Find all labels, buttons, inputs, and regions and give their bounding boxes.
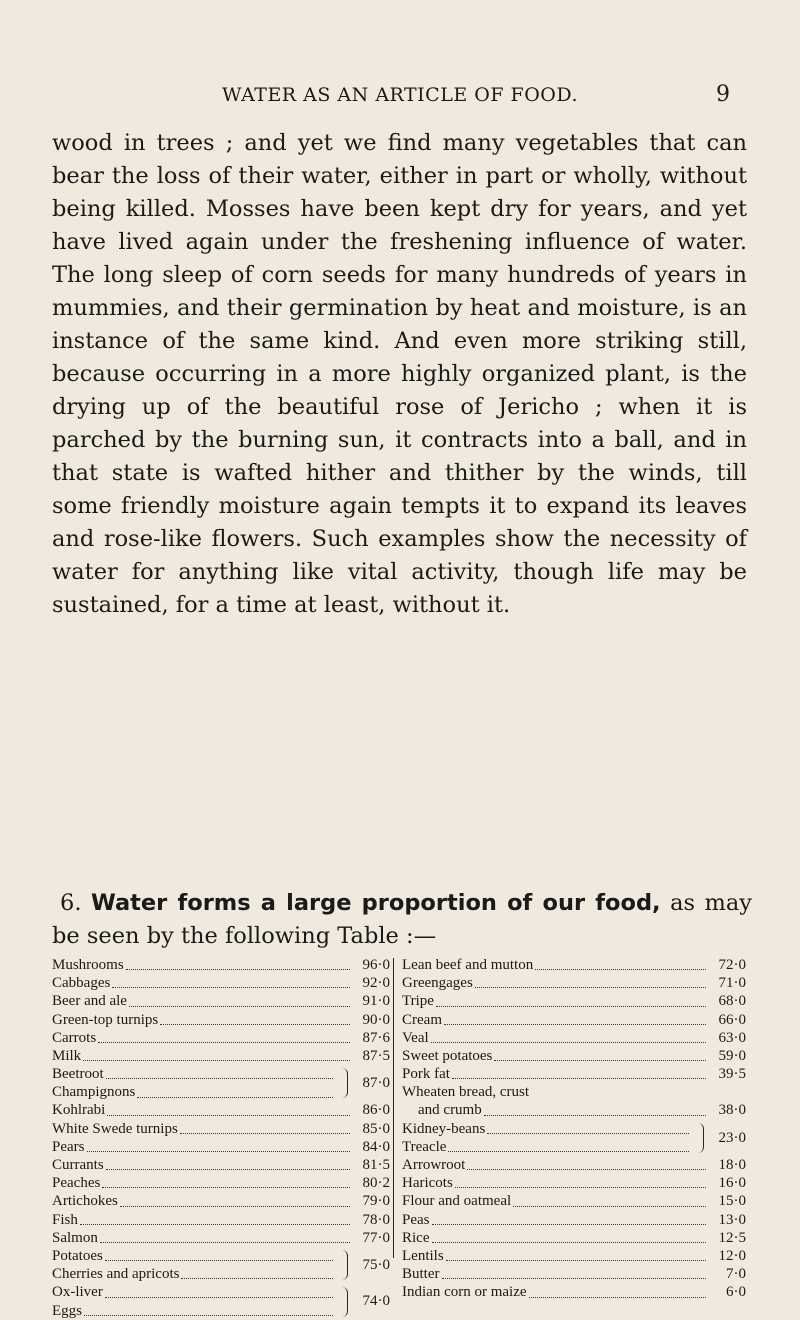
dot-leader xyxy=(112,987,350,988)
dot-leader xyxy=(160,1024,350,1025)
water-percentage: 79·0 xyxy=(362,1193,390,1210)
food-name: Sweet potatoes xyxy=(402,1047,493,1064)
food-name: Pears xyxy=(52,1138,85,1155)
table-row xyxy=(402,1156,746,1174)
food-name: Potatoes xyxy=(52,1247,103,1264)
food-name: Ox-liver xyxy=(52,1284,103,1301)
running-title: WATER AS AN ARTICLE OF FOOD. xyxy=(222,84,578,106)
table-row xyxy=(402,1247,746,1265)
section-lead: Water forms a large proportion of our food, xyxy=(90,890,661,916)
water-percentage: 74·0 xyxy=(362,1293,390,1310)
dot-leader xyxy=(102,1187,350,1188)
table-row xyxy=(52,1120,390,1138)
water-percentage: 18·0 xyxy=(718,1157,746,1174)
food-name: Currants xyxy=(52,1157,104,1174)
water-percentage: 96·0 xyxy=(362,956,390,973)
food-name: Haricots xyxy=(402,1175,453,1192)
food-name: Pork fat xyxy=(402,1066,450,1083)
food-name: Arrowroot xyxy=(402,1157,466,1174)
food-name: Indian corn or maize xyxy=(402,1284,527,1301)
water-content-table xyxy=(52,956,752,1319)
food-name: Greengages xyxy=(402,975,473,992)
table-row xyxy=(402,1102,746,1120)
page-number: 9 xyxy=(716,82,730,107)
table-row xyxy=(402,992,746,1010)
water-percentage: 39·5 xyxy=(718,1066,746,1083)
food-name: Milk xyxy=(52,1047,82,1064)
table-row xyxy=(402,956,746,974)
table-row xyxy=(402,1065,746,1083)
water-percentage: 13·0 xyxy=(718,1211,746,1228)
table-column-right xyxy=(402,956,746,1302)
food-name: and crumb xyxy=(418,1102,482,1119)
running-head xyxy=(0,84,800,106)
dot-leader xyxy=(529,1297,706,1298)
table-row xyxy=(52,1047,390,1065)
table-row xyxy=(402,1029,746,1047)
dot-leader xyxy=(83,1060,350,1061)
dot-leader xyxy=(431,1042,706,1043)
food-name: Green-top turnips xyxy=(52,1011,159,1028)
dot-leader xyxy=(107,1115,350,1116)
dot-leader xyxy=(120,1206,350,1207)
dot-leader xyxy=(487,1133,689,1134)
dot-leader xyxy=(129,1006,350,1007)
bracketed-names xyxy=(52,1065,337,1101)
table-row xyxy=(402,1138,693,1156)
table-row xyxy=(52,1265,337,1283)
dot-leader xyxy=(106,1078,333,1079)
table-row xyxy=(402,1047,746,1065)
table-row xyxy=(52,1156,390,1174)
water-percentage: 84·0 xyxy=(362,1138,390,1155)
food-name: Beetroot xyxy=(52,1066,104,1083)
dot-leader xyxy=(181,1278,333,1279)
food-name: Kidney-beans xyxy=(402,1120,486,1137)
dot-leader xyxy=(137,1097,333,1098)
dot-leader xyxy=(467,1169,706,1170)
food-name-line: Wheaten bread, crust xyxy=(402,1084,530,1101)
table-row xyxy=(52,1229,390,1247)
dot-leader xyxy=(106,1169,350,1170)
water-percentage: 63·0 xyxy=(718,1029,746,1046)
table-row xyxy=(402,1192,746,1210)
food-name: Eggs xyxy=(52,1302,82,1319)
body-paragraph xyxy=(52,127,747,622)
table-row xyxy=(52,1011,390,1029)
table-row xyxy=(52,1302,337,1320)
food-name: White Swede turnips xyxy=(52,1120,178,1137)
table-row xyxy=(402,974,746,992)
dot-leader xyxy=(448,1151,689,1152)
food-name: Rice xyxy=(402,1229,430,1246)
table-row xyxy=(402,1011,746,1029)
food-name: Cabbages xyxy=(52,975,111,992)
water-percentage: 66·0 xyxy=(718,1011,746,1028)
table-row xyxy=(52,956,390,974)
bracketed-names xyxy=(52,1247,337,1283)
table-row xyxy=(52,1211,390,1229)
water-percentage: 68·0 xyxy=(718,993,746,1010)
food-name: Salmon xyxy=(52,1229,98,1246)
water-percentage: 87·5 xyxy=(362,1047,390,1064)
water-percentage: 87·0 xyxy=(362,1075,390,1092)
food-name: Flour and oatmeal xyxy=(402,1193,512,1210)
bracketed-row-group xyxy=(52,1283,390,1319)
section-rest: as may be seen by the following Table :— xyxy=(52,890,753,949)
bracketed-row-group xyxy=(402,1120,746,1156)
dot-leader xyxy=(105,1260,333,1261)
water-percentage: 16·0 xyxy=(718,1175,746,1192)
table-row xyxy=(402,1265,746,1283)
dot-leader xyxy=(87,1151,351,1152)
table-row xyxy=(402,1283,746,1301)
dot-leader xyxy=(80,1224,350,1225)
table-row xyxy=(52,1065,337,1083)
food-name: Carrots xyxy=(52,1029,97,1046)
water-percentage: 23·0 xyxy=(718,1129,746,1146)
table-row xyxy=(52,1102,390,1120)
water-percentage: 86·0 xyxy=(362,1102,390,1119)
water-percentage: 7·0 xyxy=(726,1266,746,1283)
dot-leader xyxy=(84,1315,333,1316)
table-row xyxy=(52,1138,390,1156)
table-column-left xyxy=(52,956,390,1320)
bracket-brace xyxy=(337,1250,348,1280)
water-percentage: 87·6 xyxy=(362,1029,390,1046)
dot-leader xyxy=(535,969,706,970)
dot-leader xyxy=(452,1078,706,1079)
water-percentage: 6·0 xyxy=(726,1284,746,1301)
food-name: Mushrooms xyxy=(52,956,124,973)
dot-leader xyxy=(484,1115,706,1116)
food-name: Peaches xyxy=(52,1175,101,1192)
multiline-row xyxy=(402,1083,746,1119)
bracket-brace xyxy=(693,1123,704,1153)
dot-leader xyxy=(475,987,706,988)
food-name: Cream xyxy=(402,1011,442,1028)
water-percentage: 91·0 xyxy=(362,993,390,1010)
water-percentage: 59·0 xyxy=(718,1047,746,1064)
table-row xyxy=(52,1174,390,1192)
water-percentage: 71·0 xyxy=(718,975,746,992)
food-name: Kohlrabi xyxy=(52,1102,106,1119)
table-row xyxy=(402,1174,746,1192)
water-percentage: 81·5 xyxy=(362,1157,390,1174)
water-percentage: 75·0 xyxy=(362,1257,390,1274)
dot-leader xyxy=(105,1297,333,1298)
bracketed-names xyxy=(402,1120,693,1156)
bracket-brace xyxy=(337,1287,348,1317)
water-percentage: 72·0 xyxy=(718,956,746,973)
column-divider xyxy=(393,958,394,1258)
water-percentage: 15·0 xyxy=(718,1193,746,1210)
food-name: Lean beef and mutton xyxy=(402,956,534,973)
water-percentage: 38·0 xyxy=(718,1102,746,1119)
dot-leader xyxy=(432,1242,707,1243)
bracketed-row-group xyxy=(52,1065,390,1101)
paragraph-text: wood in trees ; and yet we find many vegetables that can bear the loss of their water, either in part or wholly, without being killed. Mosses have been kept dry for years, and yet have lived again under the freshening influence of water. The long sleep of corn seeds for many hundreds of years in mummies, and their germination by heat and moisture, is an instance of the same kind. And even more striking still, because occurring in a more highly organized plant, is the drying up of the beautiful rose of Jericho ; when it is parched by the burning sun, it contracts into a ball, and in that state is wafted hither and thither by the winds, till some friendly moisture again tempts it to expand its leaves and rose-like flowers. Such examples show the necessity of water for anything like vital activity, though life may be sustained, for a time at least, without it. xyxy=(52,130,747,618)
table-row xyxy=(402,1229,746,1247)
table-row xyxy=(52,974,390,992)
table-row xyxy=(52,1247,337,1265)
dot-leader xyxy=(455,1187,706,1188)
table-row xyxy=(52,1029,390,1047)
food-name: Veal xyxy=(402,1029,429,1046)
dot-leader xyxy=(444,1024,706,1025)
dot-leader xyxy=(432,1224,707,1225)
dot-leader xyxy=(442,1278,707,1279)
water-percentage: 85·0 xyxy=(362,1120,390,1137)
food-name: Fish xyxy=(52,1211,78,1228)
food-name: Champignons xyxy=(52,1084,136,1101)
food-name: Artichokes xyxy=(52,1193,118,1210)
water-percentage: 77·0 xyxy=(362,1229,390,1246)
food-name: Treacle xyxy=(402,1138,447,1155)
water-percentage: 92·0 xyxy=(362,975,390,992)
section-number: 6. xyxy=(60,890,82,916)
water-percentage: 12·5 xyxy=(718,1229,746,1246)
dot-leader xyxy=(446,1260,706,1261)
table-row xyxy=(52,1083,337,1101)
dot-leader xyxy=(126,969,350,970)
bracketed-names xyxy=(52,1283,337,1319)
bracketed-row-group xyxy=(52,1247,390,1283)
food-name: Peas xyxy=(402,1211,430,1228)
table-row xyxy=(402,1120,693,1138)
table-row xyxy=(402,1211,746,1229)
food-name: Beer and ale xyxy=(52,993,127,1010)
table-row xyxy=(52,1192,390,1210)
food-name: Tripe xyxy=(402,993,434,1010)
food-name: Cherries and apricots xyxy=(52,1266,180,1283)
dot-leader xyxy=(494,1060,706,1061)
table-row xyxy=(52,992,390,1010)
water-percentage: 78·0 xyxy=(362,1211,390,1228)
food-name: Butter xyxy=(402,1266,440,1283)
dot-leader xyxy=(180,1133,350,1134)
dot-leader xyxy=(436,1006,706,1007)
dot-leader xyxy=(513,1206,706,1207)
section-intro xyxy=(52,887,752,953)
dot-leader xyxy=(98,1042,350,1043)
water-percentage: 80·2 xyxy=(362,1175,390,1192)
water-percentage: 12·0 xyxy=(718,1247,746,1264)
food-name: Lentils xyxy=(402,1247,444,1264)
table-row xyxy=(52,1283,337,1301)
water-percentage: 90·0 xyxy=(362,1011,390,1028)
bracket-brace xyxy=(337,1068,348,1098)
dot-leader xyxy=(100,1242,350,1243)
